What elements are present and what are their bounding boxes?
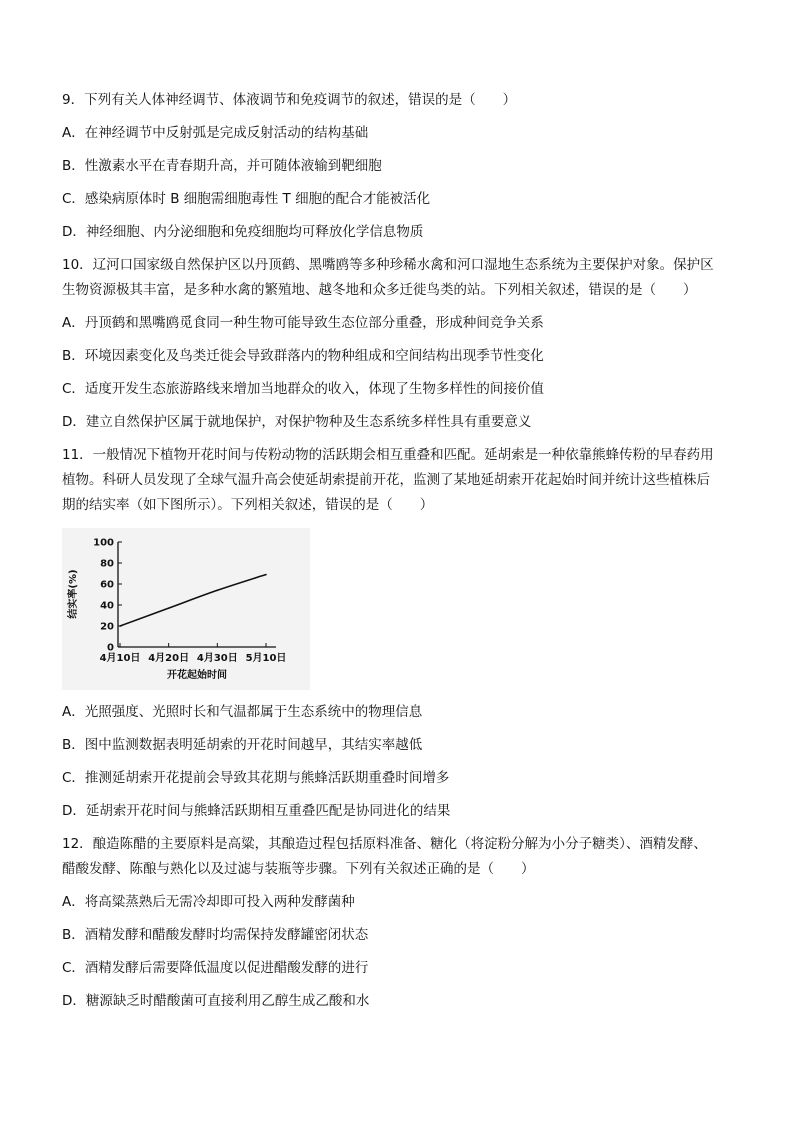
y-tick-label: 60 (100, 579, 114, 591)
question-9-option-d: D．神经细胞、内分泌细胞和免疫细胞均可释放化学信息物质 (62, 224, 424, 240)
data-point (265, 574, 267, 576)
question-9-stem: 9．下列有关人体神经调节、体液调节和免疫调节的叙述，错误的是（ ） (62, 92, 517, 108)
question-11-option-a: A．光照强度、光照时长和气温都属于生态系统中的物理信息 (62, 704, 423, 720)
chart-svg (62, 528, 310, 690)
question-12-option-d: D．糖源缺乏时醋酸菌可直接利用乙醇生成乙酸和水 (62, 993, 370, 1009)
x-tick-label: 5月10日 (245, 653, 287, 664)
question-12-option-b: B．酒精发酵和醋酸发酵时均需保持发酵罐密闭状态 (62, 927, 369, 943)
question-12-option-a: A．将高粱蒸熟后无需冷却即可投入两种发酵菌种 (62, 894, 355, 910)
question-9-option-c: C．感染病原体时 B 细胞需细胞毒性 T 细胞的配合才能被活化 (62, 191, 431, 207)
question-11-stem-line-1: 11．一般情况下植物开花时间与传粉动物的活跃期会相互重叠和匹配。延胡索是一种依靠熊蜂传粉的早春药用 (62, 447, 714, 463)
question-9-option-b: B．性激素水平在青春期升高，并可随体液输到靶细胞 (62, 158, 382, 174)
fruit-set-rate-chart (62, 528, 310, 690)
question-11-stem-line-2: 植物。科研人员发现了全球气温升高会使延胡索提前开花，监测了某地延胡索开花起始时间并统计这些植株后 (62, 472, 710, 488)
y-tick-label: 20 (100, 621, 114, 633)
data-point (217, 590, 219, 592)
y-tick-label: 0 (107, 642, 114, 654)
x-tick-label: 4月30日 (196, 653, 238, 664)
question-12-stem-line-1: 12．酿造陈醋的主要原料是高粱，其酿造过程包括原料准备、糖化（将淀粉分解为小分子糖类）、酒精发酵、 (62, 836, 707, 852)
question-12-stem-line-2: 醋酸发酵、陈酿与熟化以及过滤与装瓶等步骤。下列有关叙述正确的是（ ） (62, 861, 535, 877)
question-10-stem-line-1: 10．辽河口国家级自然保护区以丹顶鹤、黑嘴鸥等多种珍稀水禽和河口湿地生态系统为主要保护对象。保护区 (62, 257, 714, 273)
question-10-stem-line-2: 生物资源极其丰富，是多种水禽的繁殖地、越冬地和众多迁徙鸟类的站。下列相关叙述，错误的是（ ） (62, 282, 697, 298)
question-10-option-c: C．适度开发生态旅游路线来增加当地群众的收入，体现了生物多样性的间接价值 (62, 381, 544, 397)
question-10-option-b: B．环境因素变化及鸟类迁徙会导致群落内的物种组成和空间结构出现季节性变化 (62, 348, 544, 364)
x-axis-label: 开花起始时间 (167, 670, 227, 681)
y-axis-label: 结实率(%) (68, 569, 79, 619)
fruit-set-rate-line (120, 575, 266, 626)
y-tick-label: 80 (100, 558, 114, 570)
question-10-option-a: A．丹顶鹤和黑嘴鸥觅食同一种生物可能导致生态位部分重叠，形成种间竞争关系 (62, 315, 544, 331)
question-11-option-d: D．延胡索开花时间与熊蜂活跃期相互重叠匹配是协同进化的结果 (62, 803, 451, 819)
y-tick-label: 100 (93, 537, 114, 549)
question-11-stem-line-3: 期的结实率（如下图所示）。下列相关叙述，错误的是（ ） (62, 497, 434, 513)
question-9-option-a: A．在神经调节中反射弧是完成反射活动的结构基础 (62, 125, 369, 141)
x-tick-label: 4月10日 (99, 653, 141, 664)
question-11-option-c: C．推测延胡索开花提前会导致其花期与熊蜂活跃期重叠时间增多 (62, 770, 450, 786)
question-11-option-b: B．图中监测数据表明延胡索的开花时间越早，其结实率越低 (62, 737, 423, 753)
x-ticks (100, 643, 287, 664)
data-point (119, 625, 121, 627)
y-tick-label: 40 (100, 600, 114, 612)
question-12-option-c: C．酒精发酵后需要降低温度以促进醋酸发酵的进行 (62, 960, 369, 976)
data-point (168, 607, 170, 609)
x-tick-label: 4月20日 (148, 653, 190, 664)
question-10-option-d: D．建立自然保护区属于就地保护，对保护物种及生态系统多样性具有重要意义 (62, 414, 532, 430)
